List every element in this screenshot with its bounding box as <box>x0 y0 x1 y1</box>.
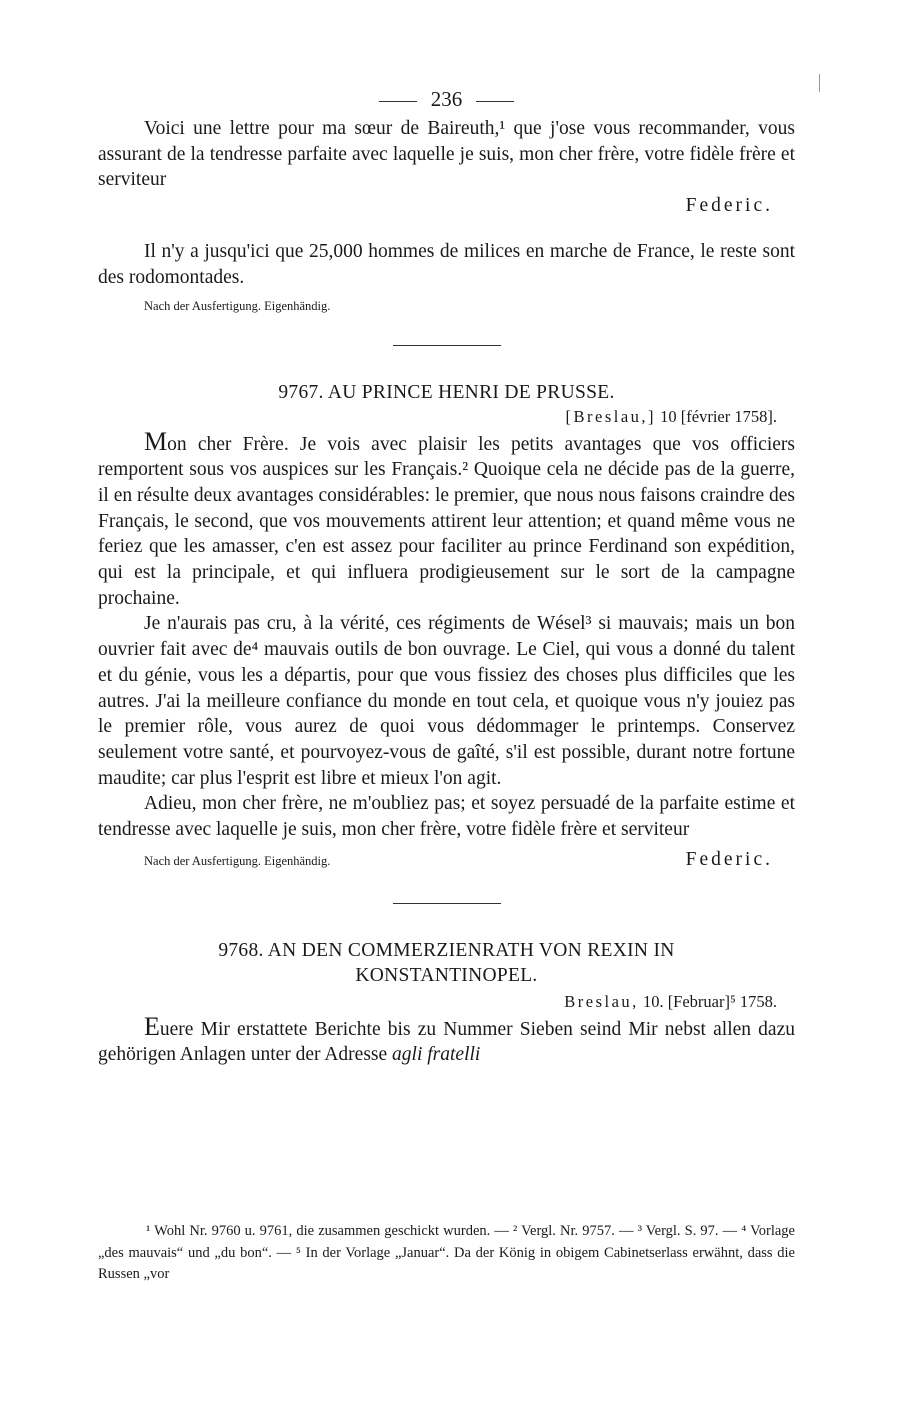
dropcap: M <box>144 426 168 456</box>
letter-heading-9768 <box>98 938 795 988</box>
page-header <box>98 84 795 114</box>
paragraph: Je n'aurais pas cru, à la vérité, ces régiments de Wésel³ si mauvais; mais un bon ouvrier fait avec de⁴ mauvais outils de bon ouvrage. Le Ciel, qui vous a donné du talent et du génie, vous les a départis, pour que vous fissiez des choses plus difficiles que les autres. J'ai la meilleure confiance du monde en tout cela, et quoique vous n'y jouiez pas le premier rôle, vous aurez de quoi vous dédommager le printemps. Conservez seulement votre santé, et pourvoyez-vous de gaîté, s'il est possible, durant notre fortune maudite; car plus l'esprit est libre et mieux l'on agit. <box>98 613 795 789</box>
margin-mark <box>819 74 820 92</box>
closing-paragraph: Voici une lettre pour ma sœur de Baireuth,¹ que j'ose vous recommander, vous assurant de la tendresse parfaite avec laquelle je suis, mon cher frère, votre fidèle frère et serviteur <box>98 118 795 191</box>
footnotes <box>98 1221 795 1286</box>
page-number: 236 <box>430 87 463 111</box>
dateline-date: 10 [février 1758]. <box>660 406 777 426</box>
paragraph <box>98 426 795 612</box>
paragraph-text: uere Mir erstattete Berichte bis zu Nummer Sieben seind Mir nebst allen dazu gehörigen Anlagen unter der Adresse <box>98 1018 795 1066</box>
heading-line: KONSTANTINOPEL. <box>355 964 538 986</box>
signature: Federic. <box>685 195 773 217</box>
footnote-text: ¹ Wohl Nr. 9760 u. 9761, die zusammen geschickt wurden. — ² Vergl. Nr. 9757. — ³ Vergl. S. 97. — ⁴ Vorlage „des mauvais“ und „du bon“. — ⁵ In der Vorlage „Januar“. Da der König in obigem Cabinetserlass erwähnt, dass die Russen „vor <box>98 1223 795 1282</box>
header-dash-left <box>379 101 417 102</box>
dateline-9768 <box>98 990 795 1014</box>
paragraph-text: on cher Frère. Je vois avec plaisir les petits avantages que vos officiers remportent sous vos auspices sur les Français.² Quoique cela ne décide pas de la guerre, il en résulte deux avantages considérables: le premier, que nous nous faisons craindre des Français, le second, que vos mouvements attirent leur attention; et quand même vous ne feriez que les amasser, c'en est assez pour faciliter au prince Ferdinand son expédition, qui est la principale, et qui influera prodigieusement sur le sort de la campagne prochaine. <box>98 433 795 609</box>
paragraph <box>98 1011 795 1068</box>
source-note: Nach der Ausfertigung. Eigenhändig. <box>144 298 331 313</box>
section-divider <box>393 345 501 346</box>
page-body <box>98 84 795 1068</box>
header-dash-right <box>476 101 514 102</box>
italic-text: agli fratelli <box>392 1044 481 1066</box>
source-note: Nach der Ausfertigung. Eigenhändig. <box>144 853 331 868</box>
dateline-date: 10. [Februar]⁵ 1758. <box>642 991 777 1011</box>
dropcap: E <box>144 1011 160 1041</box>
postscript: Il n'y a jusqu'ici que 25,000 hommes de milices en marche de France, le reste sont des rodomontades. <box>98 241 795 288</box>
signature: Federic. <box>685 848 773 870</box>
signature-row <box>98 847 795 873</box>
paragraph: Adieu, mon cher frère, ne m'oubliez pas; et soyez persuadé de la parfaite estime et tendresse avec laquelle je suis, mon cher frère, votre fidèle frère et serviteur <box>98 793 795 841</box>
dateline-9767 <box>98 405 795 429</box>
heading-line: 9768. AN DEN COMMERZIENRATH VON REXIN IN <box>218 939 675 961</box>
dateline-place: [Breslau,] <box>565 406 657 426</box>
letter-heading-9767: 9767. AU PRINCE HENRI DE PRUSSE. <box>278 381 615 403</box>
section-divider <box>393 903 501 904</box>
dateline-place: Breslau, <box>564 991 639 1011</box>
